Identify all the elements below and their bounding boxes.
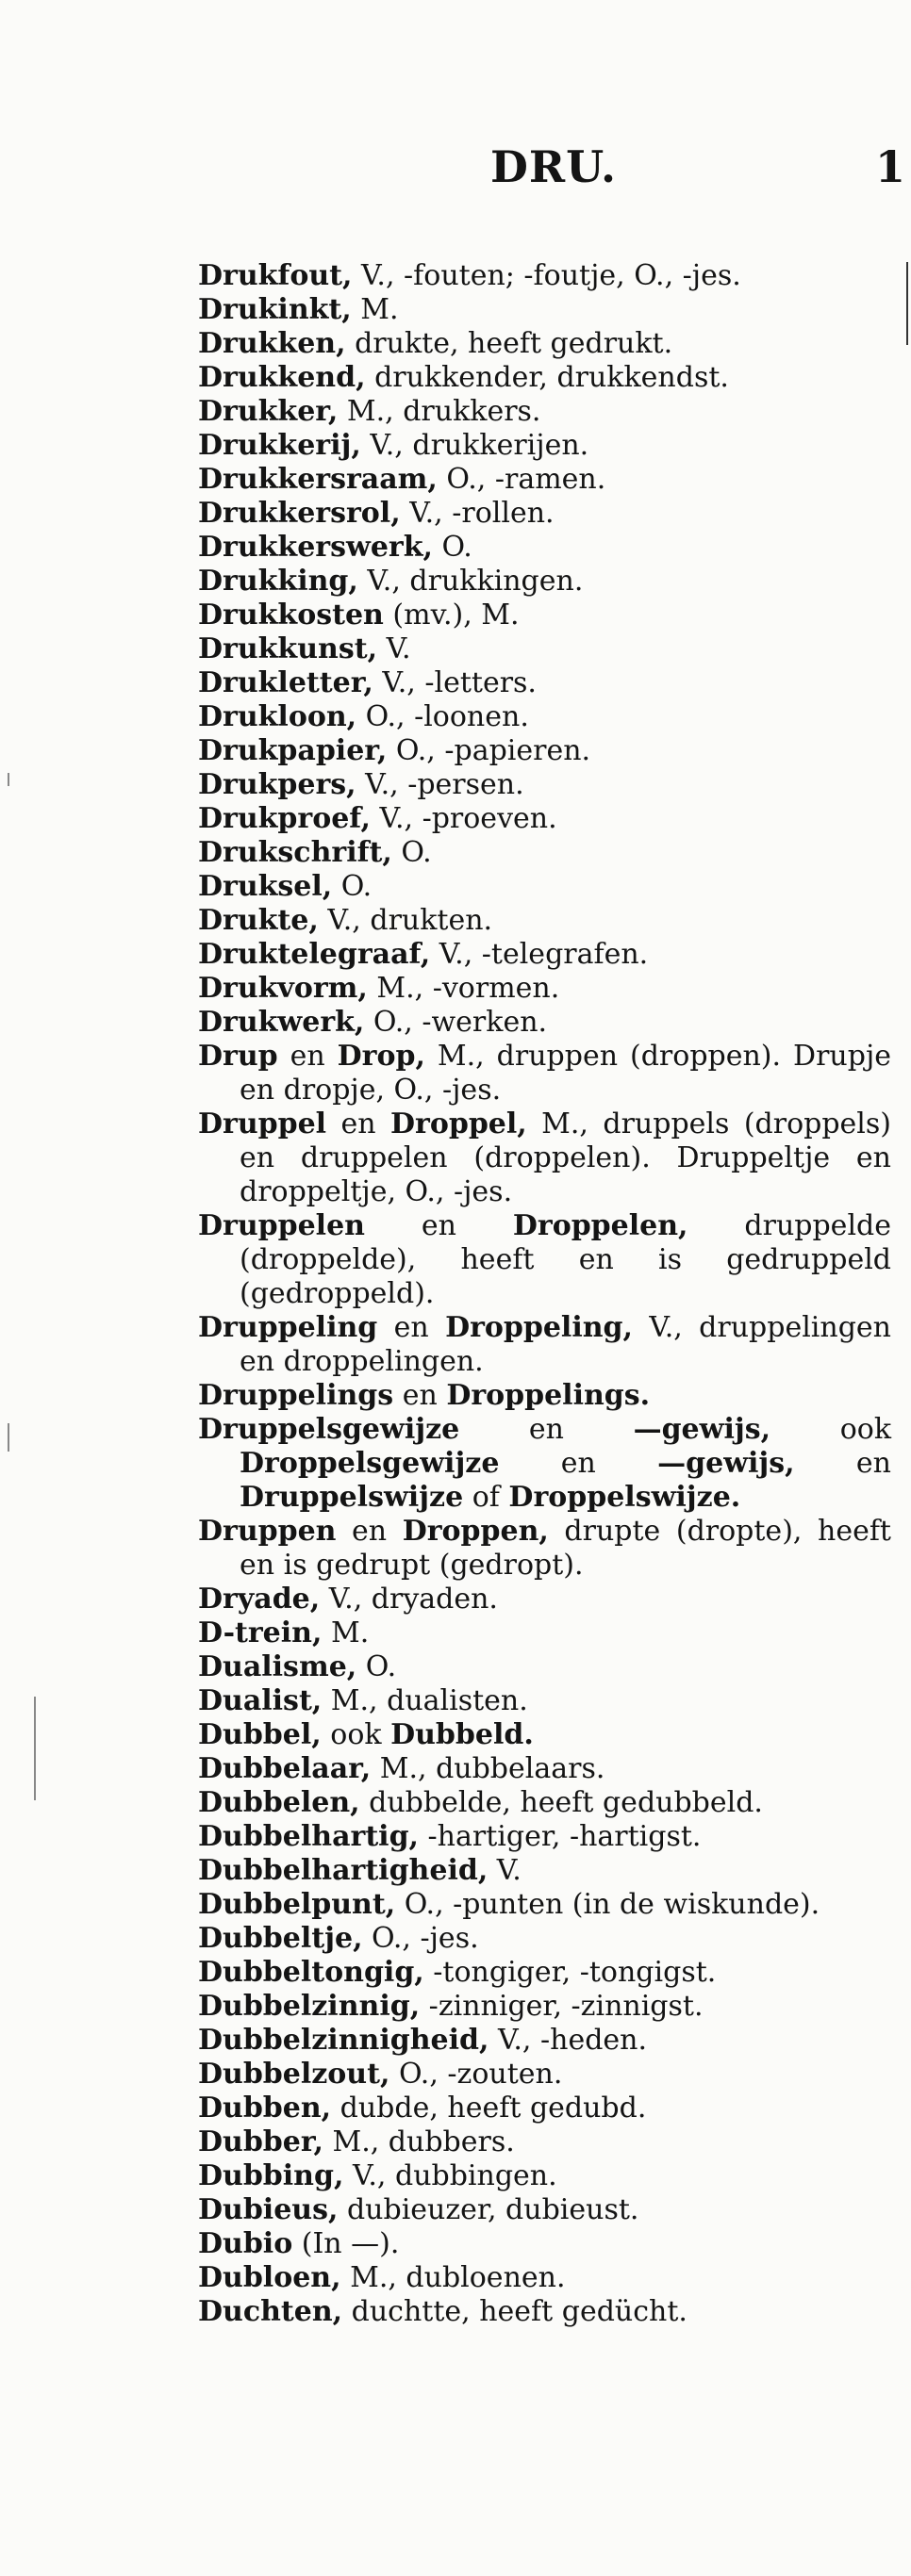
dictionary-entry <box>198 2227 891 2261</box>
entry-headword: Dubbelen, <box>198 1786 360 1819</box>
entry-text: drukkender, drukkendst. <box>365 361 729 394</box>
entry-headword: Droppelings. <box>446 1379 651 1412</box>
entry-headword: Dualisme, <box>198 1650 357 1683</box>
entry-headword: —gewijs, <box>633 1413 771 1446</box>
entry-headword: Druppelswijze <box>240 1481 464 1514</box>
entry-text: V., drukkerijen. <box>360 429 589 462</box>
entry-text: M., dubbers. <box>323 2125 515 2158</box>
dictionary-entry <box>198 1616 891 1650</box>
dictionary-column <box>198 259 891 2329</box>
entry-text: en <box>364 1209 513 1242</box>
entry-text: M., drukkers. <box>338 395 541 428</box>
entry-headword: Drukpers, <box>198 768 356 801</box>
entry-headword: Druppelen <box>198 1209 365 1242</box>
dictionary-entry <box>198 565 891 599</box>
entry-text: en <box>499 1447 658 1480</box>
entry-text: en <box>794 1447 891 1480</box>
entry-text: O., -ramen. <box>437 463 606 496</box>
entry-text: M., dubloenen. <box>340 2261 566 2294</box>
dictionary-entry <box>198 1311 891 1379</box>
dictionary-entry <box>198 1583 891 1616</box>
dictionary-entry <box>198 463 891 497</box>
entry-headword: Drukkunst, <box>198 632 378 665</box>
entry-headword: Drukkerswerk, <box>198 531 433 564</box>
dictionary-entry <box>198 1515 891 1583</box>
entry-text: O., -loonen. <box>356 700 529 733</box>
entry-text: O., -zouten. <box>389 2058 563 2091</box>
entry-headword: Druksel, <box>198 870 333 903</box>
entry-text: O. <box>356 1650 397 1683</box>
entry-text: dubieuzer, dubieust. <box>338 2193 639 2226</box>
entry-headword: Druktelegraaf, <box>198 938 431 971</box>
entry-headword: Drop, <box>337 1040 425 1073</box>
entry-text: V., -proeven. <box>371 802 557 835</box>
entry-headword: Druppelsgewijze <box>198 1413 460 1446</box>
entry-headword: Drukinkt, <box>198 293 352 326</box>
dictionary-entry <box>198 2193 891 2227</box>
dictionary-entry <box>198 700 891 734</box>
entry-headword: Droppen, <box>402 1515 549 1548</box>
dictionary-entry <box>198 1786 891 1820</box>
entry-text: V., dryaden. <box>320 1583 498 1616</box>
entry-headword: Druppen <box>198 1515 337 1548</box>
dictionary-entry <box>198 2159 891 2193</box>
dictionary-entry <box>198 327 891 361</box>
dictionary-entry <box>198 1684 891 1718</box>
entry-headword: Dubio <box>198 2227 293 2260</box>
entry-headword: Drukproef, <box>198 802 371 835</box>
entry-text: dubde, heeft gedubd. <box>331 2092 647 2125</box>
entry-text: en <box>377 1311 446 1344</box>
entry-headword: Drukletter, <box>198 666 373 699</box>
dictionary-entry <box>198 531 891 565</box>
dictionary-entry <box>198 497 891 531</box>
dictionary-entry <box>198 632 891 666</box>
entry-text: V. <box>377 632 411 665</box>
entry-text: en <box>336 1515 403 1548</box>
entry-text: en <box>459 1413 634 1446</box>
dictionary-entry <box>198 361 891 395</box>
entry-text: M., druppels (droppels) en druppelen (droppelen). Druppeltje en droppeltje, O., -jes. <box>240 1108 891 1208</box>
entry-text: V., druppelingen en droppelingen. <box>240 1311 891 1378</box>
entry-headword: Droppelen, <box>512 1209 688 1242</box>
dictionary-entry <box>198 599 891 632</box>
entry-text: V., -fouten; -foutje, O., -jes. <box>352 259 741 292</box>
entry-headword: Dubbeltje, <box>198 1922 363 1955</box>
entry-text: O., -punten (in de wiskunde). <box>395 1888 820 1921</box>
entry-text: V., -letters. <box>373 666 537 699</box>
entry-text: -tongiger, -tongigst. <box>423 1956 717 1989</box>
entry-headword: —gewijs, <box>657 1447 795 1480</box>
entry-text: V., dubbingen. <box>343 2159 557 2192</box>
entry-headword: Drukwerk, <box>198 1006 365 1039</box>
dictionary-entry <box>198 2092 891 2125</box>
entry-text: V. <box>488 1854 522 1887</box>
entry-text: dubbelde, heeft gedubbeld. <box>359 1786 763 1819</box>
dictionary-entry <box>198 2058 891 2092</box>
dictionary-entry <box>198 1650 891 1684</box>
entry-headword: Dubber, <box>198 2125 323 2158</box>
entry-text: duchtte, heeft gedücht. <box>342 2295 687 2328</box>
entry-text: ook <box>321 1718 391 1751</box>
entry-text: drukte, heeft gedrukt. <box>345 327 673 360</box>
entry-text: (In —). <box>292 2227 400 2260</box>
dictionary-entry <box>198 1379 891 1413</box>
dictionary-entry <box>198 768 891 802</box>
dictionary-entry <box>198 1108 891 1209</box>
entry-text: en <box>393 1379 447 1412</box>
entry-headword: Dryade, <box>198 1583 321 1616</box>
dictionary-entry <box>198 1752 891 1786</box>
running-head: DRU. <box>490 141 618 192</box>
entry-headword: Dubbelzinnigheid, <box>198 2024 489 2057</box>
entry-text: drupte (dropte), heeft en is gedrupt (gedropt). <box>240 1515 891 1582</box>
entry-headword: Dubbelzout, <box>198 2058 390 2091</box>
entry-headword: Drukkersrol, <box>198 497 401 530</box>
page-number: 1 <box>875 141 906 192</box>
entry-headword: Drukker, <box>198 395 339 428</box>
entry-text: O. <box>432 531 472 564</box>
dictionary-entry <box>198 395 891 429</box>
margin-mark <box>34 1697 36 1800</box>
dictionary-entry <box>198 1820 891 1854</box>
dictionary-entry <box>198 259 891 293</box>
entry-headword: Dubbelaar, <box>198 1752 372 1785</box>
entry-text: V., drukten. <box>318 904 493 937</box>
entry-headword: Dubbelzinnig, <box>198 1990 421 2023</box>
entry-headword: Dubbel, <box>198 1718 322 1751</box>
entry-text: M., druppen (droppen). Drupje en dropje, O., -jes. <box>240 1040 891 1107</box>
entry-text: V., drukkingen. <box>357 565 584 598</box>
entry-headword: Dubloen, <box>198 2261 341 2294</box>
entry-headword: Druppel <box>198 1108 327 1140</box>
entry-headword: Dubbelhartig, <box>198 1820 419 1853</box>
entry-headword: Drukkerij, <box>198 429 361 462</box>
entry-headword: Droppel, <box>390 1108 527 1140</box>
dictionary-entry <box>198 666 891 700</box>
page-header <box>0 141 911 198</box>
dictionary-entry <box>198 2295 891 2329</box>
entry-text: en <box>326 1108 391 1140</box>
entry-headword: Drukkosten <box>198 599 384 632</box>
entry-headword: Drukking, <box>198 565 358 598</box>
entry-text: (mv.), M. <box>383 599 520 632</box>
entry-headword: Duchten, <box>198 2295 343 2328</box>
entry-text: O., -papieren. <box>387 734 591 767</box>
entry-headword: Druppeling <box>198 1311 378 1344</box>
entry-text: O., -werken. <box>364 1006 548 1039</box>
entry-text: M., dubbelaars. <box>371 1752 605 1785</box>
dictionary-entry <box>198 802 891 836</box>
dictionary-entry <box>198 1209 891 1311</box>
entry-headword: Drukschrift, <box>198 836 392 869</box>
dictionary-entry <box>198 938 891 972</box>
entry-headword: Druppelings <box>198 1379 394 1412</box>
entry-text: O. <box>391 836 432 869</box>
entry-text: -hartiger, -hartigst. <box>419 1820 702 1853</box>
entry-text: M., -vormen. <box>367 972 560 1005</box>
entry-headword: Drukkersraam, <box>198 463 438 496</box>
entry-text: O., -jes. <box>362 1922 479 1955</box>
entry-text: M., dualisten. <box>322 1684 528 1717</box>
entry-text: M. <box>351 293 399 326</box>
dictionary-entry <box>198 2125 891 2159</box>
entry-headword: Dubbelhartigheid, <box>198 1854 489 1887</box>
dictionary-entry <box>198 734 891 768</box>
entry-headword: Dubieus, <box>198 2193 339 2226</box>
entry-headword: Drukte, <box>198 904 319 937</box>
entry-headword: Drukfout, <box>198 259 353 292</box>
entry-text: M. <box>322 1616 370 1649</box>
dictionary-entry <box>198 1718 891 1752</box>
dictionary-entry <box>198 836 891 870</box>
entry-text: en <box>277 1040 338 1073</box>
entry-headword: Drukvorm, <box>198 972 368 1005</box>
entry-text: V., -heden. <box>489 2024 648 2057</box>
entry-text: O. <box>332 870 373 903</box>
entry-headword: Droppelsgewijze <box>240 1447 500 1480</box>
dictionary-entry <box>198 1990 891 2024</box>
entry-headword: Dubbing, <box>198 2159 344 2192</box>
dictionary-entry <box>198 429 891 463</box>
entry-headword: Dubben, <box>198 2092 332 2125</box>
entry-headword: Droppeling, <box>445 1311 633 1344</box>
dictionary-entry <box>198 870 891 904</box>
entry-text: druppelde (droppelde), heeft en is gedruppeld (gedroppeld). <box>240 1209 891 1310</box>
entry-headword: Droppelswijze. <box>508 1481 741 1514</box>
entry-headword: Drukpapier, <box>198 734 388 767</box>
dictionary-entry <box>198 1854 891 1888</box>
entry-headword: Dualist, <box>198 1684 323 1717</box>
entry-headword: Dubbelpunt, <box>198 1888 396 1921</box>
margin-mark <box>8 1423 9 1452</box>
entry-text: of <box>463 1481 509 1514</box>
entry-headword: Dubbeltongig, <box>198 1956 424 1989</box>
dictionary-entry <box>198 1956 891 1990</box>
column-rule <box>906 262 908 345</box>
entry-text: V., -telegrafen. <box>430 938 649 971</box>
dictionary-entry <box>198 2261 891 2295</box>
entry-text: ook <box>770 1413 891 1446</box>
dictionary-entry <box>198 972 891 1006</box>
entry-headword: D-trein, <box>198 1616 323 1649</box>
dictionary-entry <box>198 1006 891 1040</box>
entry-headword: Drukken, <box>198 327 346 360</box>
entry-headword: Drup <box>198 1040 278 1073</box>
dictionary-entry <box>198 1922 891 1956</box>
entry-text: V., -persen. <box>356 768 524 801</box>
dictionary-entry <box>198 2024 891 2058</box>
dictionary-entry <box>198 904 891 938</box>
entry-headword: Drukloon, <box>198 700 357 733</box>
margin-mark <box>8 773 9 786</box>
dictionary-entry <box>198 1888 891 1922</box>
entry-headword: Dubbeld. <box>390 1718 534 1751</box>
entry-text: V., -rollen. <box>400 497 555 530</box>
dictionary-entry <box>198 1413 891 1515</box>
entry-text: -zinniger, -zinnigst. <box>420 1990 704 2023</box>
entry-headword: Drukkend, <box>198 361 366 394</box>
dictionary-entry <box>198 1040 891 1108</box>
dictionary-entry <box>198 293 891 327</box>
